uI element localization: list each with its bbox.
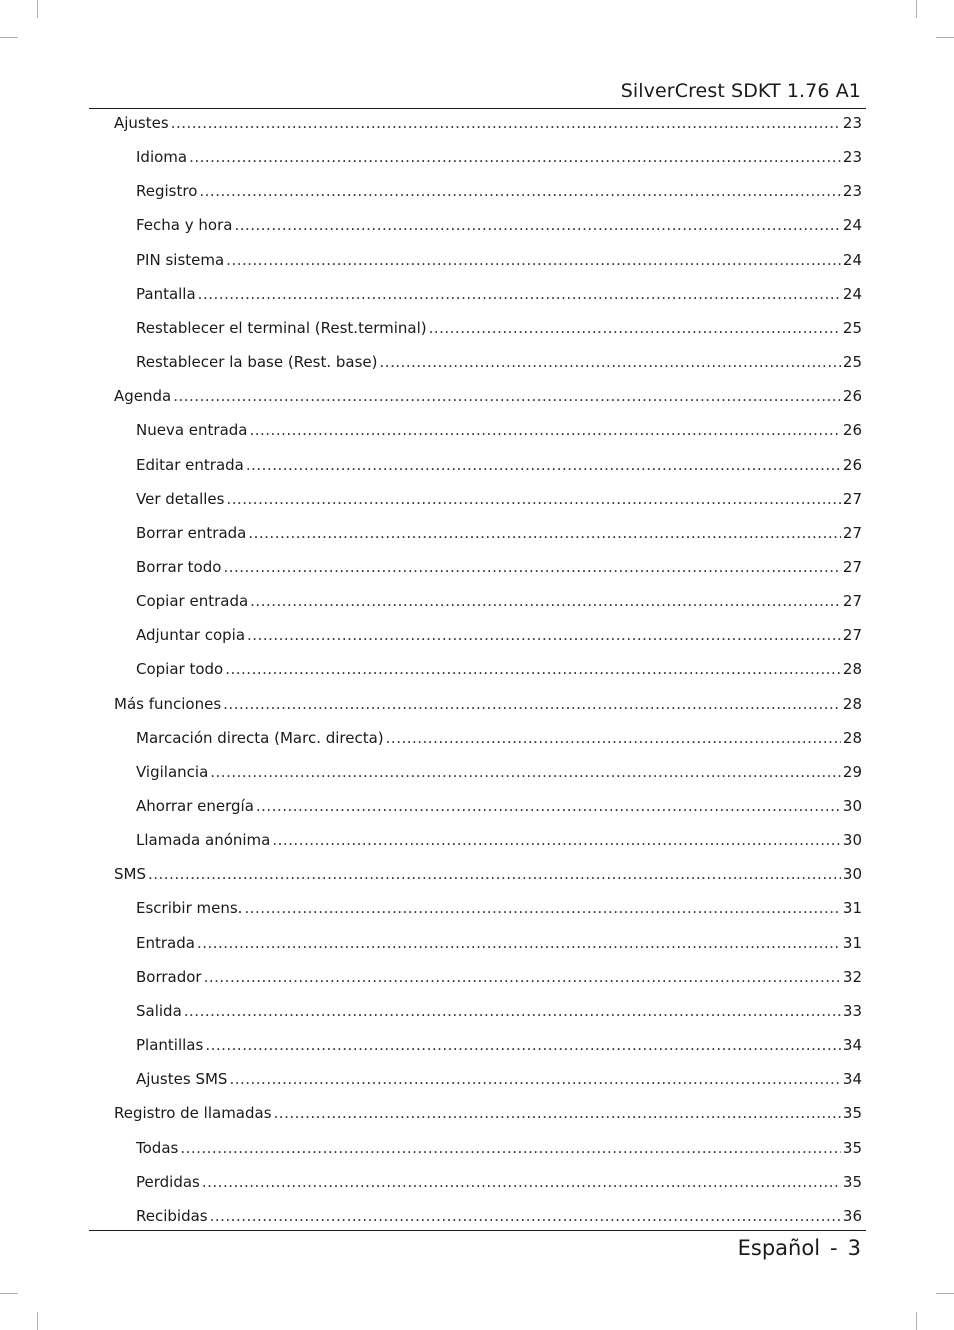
toc-entry-label: Restablecer el terminal (Rest.terminal) bbox=[136, 319, 427, 337]
toc-entry-label: Copiar todo bbox=[136, 660, 224, 678]
toc-entry-page: 27 bbox=[842, 524, 862, 542]
toc-entry-page: 34 bbox=[842, 1036, 862, 1054]
footer-separator: - bbox=[830, 1236, 838, 1260]
toc-entry-label: Restablecer la base (Rest. base) bbox=[136, 353, 378, 371]
toc-entry-page: 28 bbox=[842, 729, 862, 747]
footer-language: Español bbox=[737, 1236, 821, 1260]
toc-dot-leader bbox=[380, 351, 841, 373]
toc-entry-label: Perdidas bbox=[136, 1173, 200, 1191]
toc-entry-page: 24 bbox=[842, 251, 862, 269]
toc-dot-leader bbox=[223, 693, 841, 715]
toc-entry-label: Adjuntar copia bbox=[136, 626, 246, 644]
toc-dot-leader bbox=[249, 419, 840, 441]
toc-dot-leader bbox=[189, 146, 841, 168]
toc-dot-leader bbox=[210, 1205, 841, 1227]
toc-entry-page: 34 bbox=[842, 1070, 862, 1088]
toc-entry[interactable] bbox=[136, 1000, 862, 1022]
toc-entry-page: 25 bbox=[842, 353, 862, 371]
toc-entry[interactable] bbox=[136, 454, 862, 476]
toc-entry-page: 32 bbox=[842, 968, 862, 986]
toc-dot-leader bbox=[246, 454, 841, 476]
toc-dot-leader bbox=[171, 112, 841, 134]
toc-entry-label: Borrador bbox=[136, 968, 202, 986]
toc-entry-page: 23 bbox=[842, 114, 862, 132]
toc-entry[interactable] bbox=[136, 249, 862, 271]
toc-entry[interactable] bbox=[136, 317, 862, 339]
toc-entry[interactable] bbox=[114, 693, 862, 715]
toc-entry-label: Ahorrar energía bbox=[136, 797, 254, 815]
toc-dot-leader bbox=[429, 317, 841, 339]
toc-entry-page: 24 bbox=[842, 216, 862, 234]
toc-dot-leader bbox=[223, 556, 840, 578]
toc-entry-label: Llamada anónima bbox=[136, 831, 271, 849]
toc-entry[interactable] bbox=[136, 966, 862, 988]
toc-dot-leader bbox=[274, 1102, 841, 1124]
toc-entry[interactable] bbox=[136, 624, 862, 646]
toc-entry-label: Entrada bbox=[136, 934, 195, 952]
toc-dot-leader bbox=[197, 932, 841, 954]
toc-dot-leader bbox=[229, 1068, 840, 1090]
toc-entry-page: 27 bbox=[842, 592, 862, 610]
toc-entry-label: Ajustes SMS bbox=[136, 1070, 228, 1088]
toc-entry-page: 28 bbox=[842, 660, 862, 678]
toc-entry[interactable] bbox=[136, 761, 862, 783]
footer-page-number: 3 bbox=[847, 1236, 861, 1260]
toc-entry-label: Plantillas bbox=[136, 1036, 204, 1054]
toc-entry-label: Escribir mens. bbox=[136, 899, 243, 917]
toc-dot-leader bbox=[250, 590, 841, 612]
toc-entry[interactable] bbox=[136, 727, 862, 749]
toc-entry-page: 36 bbox=[842, 1207, 862, 1225]
page-header-title: SilverCrest SDKT 1.76 A1 bbox=[620, 80, 861, 102]
toc-entry[interactable] bbox=[136, 522, 862, 544]
toc-entry-label: Marcación directa (Marc. directa) bbox=[136, 729, 384, 747]
toc-entry[interactable] bbox=[136, 932, 862, 954]
toc-entry[interactable] bbox=[136, 1205, 862, 1227]
toc-dot-leader bbox=[173, 385, 841, 407]
toc-entry-label: Borrar todo bbox=[136, 558, 222, 576]
toc-entry-page: 30 bbox=[842, 831, 862, 849]
toc-entry-page: 27 bbox=[842, 626, 862, 644]
toc-entry-page: 26 bbox=[842, 456, 862, 474]
toc-entry-page: 27 bbox=[842, 490, 862, 508]
toc-entry-page: 26 bbox=[842, 387, 862, 405]
toc-entry-label: Fecha y hora bbox=[136, 216, 233, 234]
toc-dot-leader bbox=[210, 761, 841, 783]
toc-entry[interactable] bbox=[136, 351, 862, 373]
toc-entry[interactable] bbox=[136, 556, 862, 578]
toc-dot-leader bbox=[204, 966, 841, 988]
toc-entry-page: 29 bbox=[842, 763, 862, 781]
footer-rule bbox=[89, 1230, 866, 1231]
toc-entry-page: 23 bbox=[842, 182, 862, 200]
toc-entry-page: 23 bbox=[842, 148, 862, 166]
toc-entry-page: 35 bbox=[842, 1173, 862, 1191]
toc-dot-leader bbox=[226, 488, 840, 510]
toc-entry[interactable] bbox=[136, 283, 862, 305]
toc-entry[interactable] bbox=[114, 863, 862, 885]
toc-entry-label: Agenda bbox=[114, 387, 172, 405]
toc-entry-label: Editar entrada bbox=[136, 456, 244, 474]
toc-entry[interactable] bbox=[136, 1068, 862, 1090]
toc-entry-page: 33 bbox=[842, 1002, 862, 1020]
toc-entry-page: 31 bbox=[842, 899, 862, 917]
toc-entry-label: SMS bbox=[114, 865, 146, 883]
toc-entry-page: 26 bbox=[842, 421, 862, 439]
toc-entry-page: 35 bbox=[842, 1139, 862, 1157]
toc-entry[interactable] bbox=[136, 214, 862, 236]
toc-entry-label: PIN sistema bbox=[136, 251, 225, 269]
toc-entry-page: 35 bbox=[842, 1104, 862, 1122]
toc-entry-label: Pantalla bbox=[136, 285, 196, 303]
toc-entry[interactable] bbox=[136, 829, 862, 851]
toc-dot-leader bbox=[247, 624, 841, 646]
toc-dot-leader bbox=[199, 180, 841, 202]
toc-entry-page: 28 bbox=[842, 695, 862, 713]
toc-entry[interactable] bbox=[136, 419, 862, 441]
toc-entry-page: 30 bbox=[842, 865, 862, 883]
toc-entry-label: Borrar entrada bbox=[136, 524, 247, 542]
toc-dot-leader bbox=[256, 795, 841, 817]
toc-entry-label: Ajustes bbox=[114, 114, 169, 132]
toc-entry[interactable] bbox=[114, 112, 862, 134]
toc-entry-label: Más funciones bbox=[114, 695, 222, 713]
toc-dot-leader bbox=[202, 1171, 841, 1193]
toc-dot-leader bbox=[198, 283, 841, 305]
toc-dot-leader bbox=[234, 214, 840, 236]
toc-entry[interactable] bbox=[114, 1102, 862, 1124]
toc-entry-label: Copiar entrada bbox=[136, 592, 249, 610]
toc-entry-label: Ver detalles bbox=[136, 490, 225, 508]
toc-dot-leader bbox=[244, 897, 840, 919]
toc-entry-label: Recibidas bbox=[136, 1207, 208, 1225]
toc-entry-page: 25 bbox=[842, 319, 862, 337]
toc-entry[interactable] bbox=[136, 590, 862, 612]
toc-dot-leader bbox=[184, 1000, 841, 1022]
toc-entry-label: Registro de llamadas bbox=[114, 1104, 272, 1122]
toc-dot-leader bbox=[226, 249, 841, 271]
page-footer bbox=[738, 1236, 861, 1260]
toc-entry-label: Registro bbox=[136, 182, 198, 200]
toc-entry[interactable] bbox=[136, 180, 862, 202]
toc-entry[interactable] bbox=[136, 1034, 862, 1056]
toc-entry-label: Idioma bbox=[136, 148, 188, 166]
toc-entry-label: Nueva entrada bbox=[136, 421, 248, 439]
toc-entry-page: 24 bbox=[842, 285, 862, 303]
toc-entry-page: 30 bbox=[842, 797, 862, 815]
toc-dot-leader bbox=[148, 863, 841, 885]
toc-entry[interactable] bbox=[136, 146, 862, 168]
toc-dot-leader bbox=[205, 1034, 841, 1056]
toc-entry[interactable] bbox=[136, 1137, 862, 1159]
toc-entry[interactable] bbox=[114, 385, 862, 407]
toc-entry[interactable] bbox=[136, 897, 862, 919]
toc-dot-leader bbox=[225, 658, 841, 680]
toc-dot-leader bbox=[386, 727, 841, 749]
toc-entry-page: 31 bbox=[842, 934, 862, 952]
toc-entry[interactable] bbox=[136, 795, 862, 817]
toc-entry[interactable] bbox=[136, 488, 862, 510]
toc-entry-label: Salida bbox=[136, 1002, 182, 1020]
toc-entry-label: Vigilancia bbox=[136, 763, 209, 781]
toc-dot-leader bbox=[248, 522, 841, 544]
toc-entry[interactable] bbox=[136, 658, 862, 680]
toc-entry[interactable] bbox=[136, 1171, 862, 1193]
toc-dot-leader bbox=[272, 829, 841, 851]
toc-dot-leader bbox=[180, 1137, 841, 1159]
toc-entry-label: Todas bbox=[136, 1139, 179, 1157]
toc-entry-page: 27 bbox=[842, 558, 862, 576]
